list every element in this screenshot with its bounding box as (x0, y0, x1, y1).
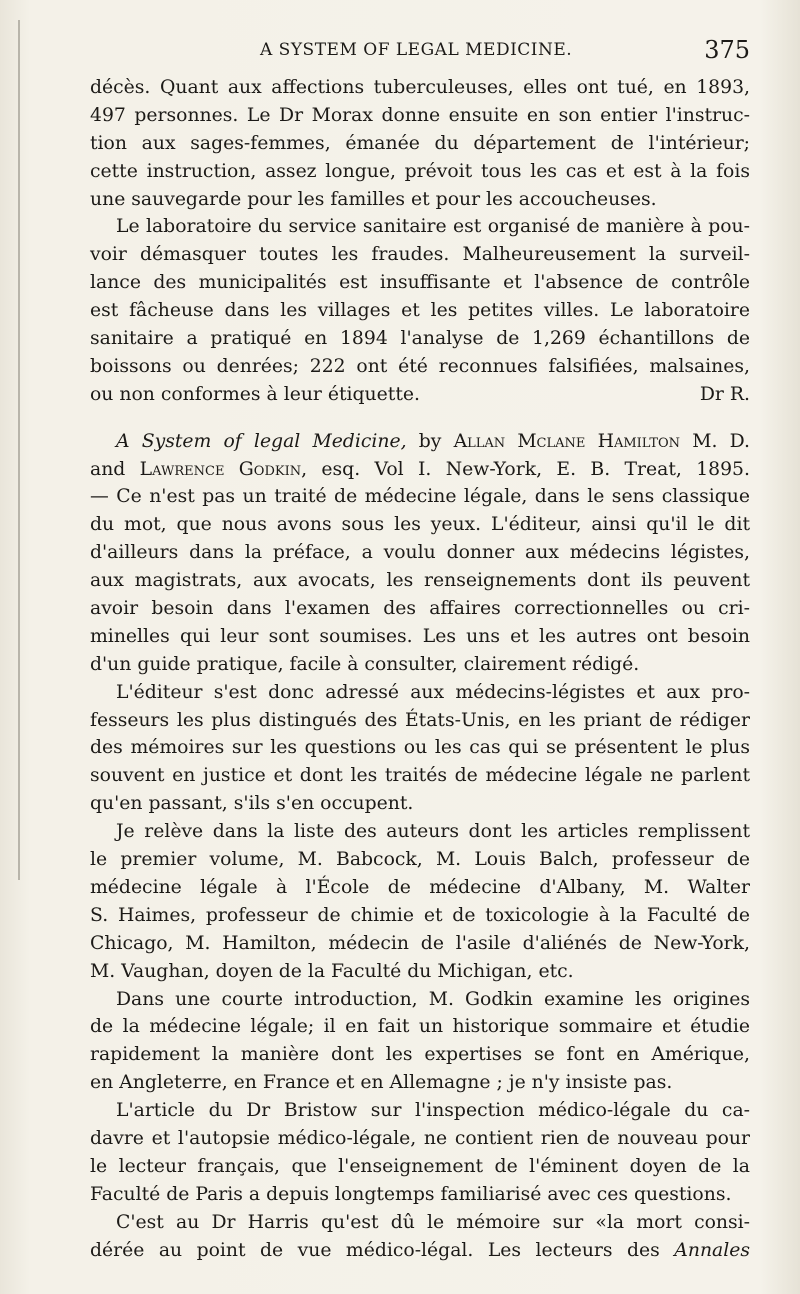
signature-line (90, 381, 750, 409)
text-line: lance des municipalités est insuffisante et l'absence de contrôle (90, 272, 750, 294)
text-line: — Ce n'est pas un traité de médecine légale, dans le sens classique (90, 486, 750, 508)
text-line: décès. Quant aux affections tuberculeuses, elles ont tué, en 1893, (90, 77, 750, 98)
signature: Dr R. (699, 383, 750, 405)
page-body (90, 74, 750, 1264)
text-line: davre et l'autopsie médico-légale, ne contient rien de nouveau pour (90, 1127, 750, 1149)
running-title: A SYSTEM OF LEGAL MEDICINE. (260, 40, 573, 60)
review-title: A System of legal Medicine, (116, 430, 407, 452)
text-line: tion aux sages-femmes, émanée du département de l'intérieur; (90, 132, 750, 154)
text-line: L'article du Dr Bristow sur l'inspection médico-légale du ca- (116, 1100, 750, 1122)
text-line: fesseurs les plus distingués des États-Unis, en les priant de rédiger (90, 709, 750, 731)
author-name: Lawrence Godkin (139, 458, 302, 480)
text-line: voir démasquer toutes les fraudes. Malheureusement la surveil- (90, 244, 750, 266)
text-line: 497 personnes. Le Dr Morax donne ensuite en son entier l'instruc- (90, 104, 750, 126)
text-line: boissons ou denrées; 222 ont été reconnues falsifiées, malsaines, (90, 355, 750, 377)
text-line-final (90, 1237, 750, 1265)
text-line: Le laboratoire du service sanitaire est organisé de manière à pou- (116, 216, 750, 238)
author-suffix: M. D. (692, 430, 750, 452)
text-line: en Angleterre, en France et en Allemagne ; je n'y insiste pas. (90, 1072, 673, 1094)
text-segment: ou non conformes à leur étiquette. (90, 383, 420, 405)
text-line: qu'en passant, s'ils s'en occupent. (90, 793, 414, 815)
text-line: le lecteur français, que l'enseignement de l'éminent doyen de la (90, 1155, 750, 1177)
text-line: rapidement la manière dont les expertises se font en Amérique, (90, 1044, 750, 1066)
text-line: une sauvegarde pour les familles et pour les accoucheuses. (90, 188, 657, 210)
text-segment: and (90, 458, 126, 480)
text-line: C'est au Dr Harris qu'est dû le mémoire sur «la mort consi- (116, 1211, 750, 1233)
author-name: Allan Mclane Hamilton (453, 430, 681, 452)
text-line: M. Vaughan, doyen de la Faculté du Michigan, etc. (90, 960, 574, 982)
text-line: avoir besoin dans l'examen des affaires correctionnelles ou cri- (90, 598, 750, 620)
text-line: Dans une courte introduction, M. Godkin examine les origines (116, 988, 750, 1010)
text-line: le premier volume, M. Babcock, M. Louis Balch, professeur de (90, 849, 750, 871)
text-line: Je relève dans la liste des auteurs dont les articles remplissent (116, 821, 750, 843)
text-line: des mémoires sur les questions ou les cas qui se présentent le plus (90, 737, 750, 759)
text-line: aux magistrats, aux avocats, les renseignements dont ils peuvent (90, 570, 750, 592)
text-line: de la médecine légale; il en fait un historique sommaire et étudie (90, 1016, 750, 1038)
text-line: d'ailleurs dans la préface, a voulu donner aux médecins légistes, (90, 542, 750, 564)
page-number: 375 (704, 36, 750, 64)
text-line: Faculté de Paris a depuis longtemps familiarisé avec ces questions. (90, 1183, 732, 1205)
text-line: d'un guide pratique, facile à consulter, clairement rédigé. (90, 653, 640, 675)
text-line: S. Haimes, professeur de chimie et de toxicologie à la Faculté de (90, 904, 750, 926)
text-line: minelles qui leur sont soumises. Les uns et les autres ont besoin (90, 625, 750, 647)
text-line: cette instruction, assez longue, prévoit tous les cas et est à la fois (90, 160, 750, 182)
review-heading-line-2 (90, 456, 750, 484)
review-by: by (418, 430, 442, 452)
publication-info: , esq. Vol I. New-York, E. B. Treat, 1895. (301, 458, 750, 480)
journal-title: Annales (674, 1239, 750, 1261)
review-heading-line (90, 428, 750, 456)
text-line: souvent en justice et dont les traités de médecine légale ne parlent (90, 765, 750, 787)
text-segment: dérée au point de vue médico-légal. Les lecteurs des (90, 1239, 660, 1261)
text-line: du mot, que nous avons sous les yeux. L'éditeur, ainsi qu'il le dit (90, 514, 750, 536)
text-line: médecine légale à l'École de médecine d'Albany, M. Walter (90, 876, 750, 898)
text-line: est fâcheuse dans les villages et les petites villes. Le laboratoire (90, 300, 750, 322)
text-line: Chicago, M. Hamilton, médecin de l'asile d'aliénés de New-York, (90, 932, 750, 954)
running-header (90, 34, 750, 68)
text-line: sanitaire a pratiqué en 1894 l'analyse de 1,269 échantillons de (90, 328, 750, 350)
text-line: L'éditeur s'est donc adressé aux médecins-légistes et aux pro- (116, 681, 750, 703)
binding-edge-line (18, 20, 20, 880)
